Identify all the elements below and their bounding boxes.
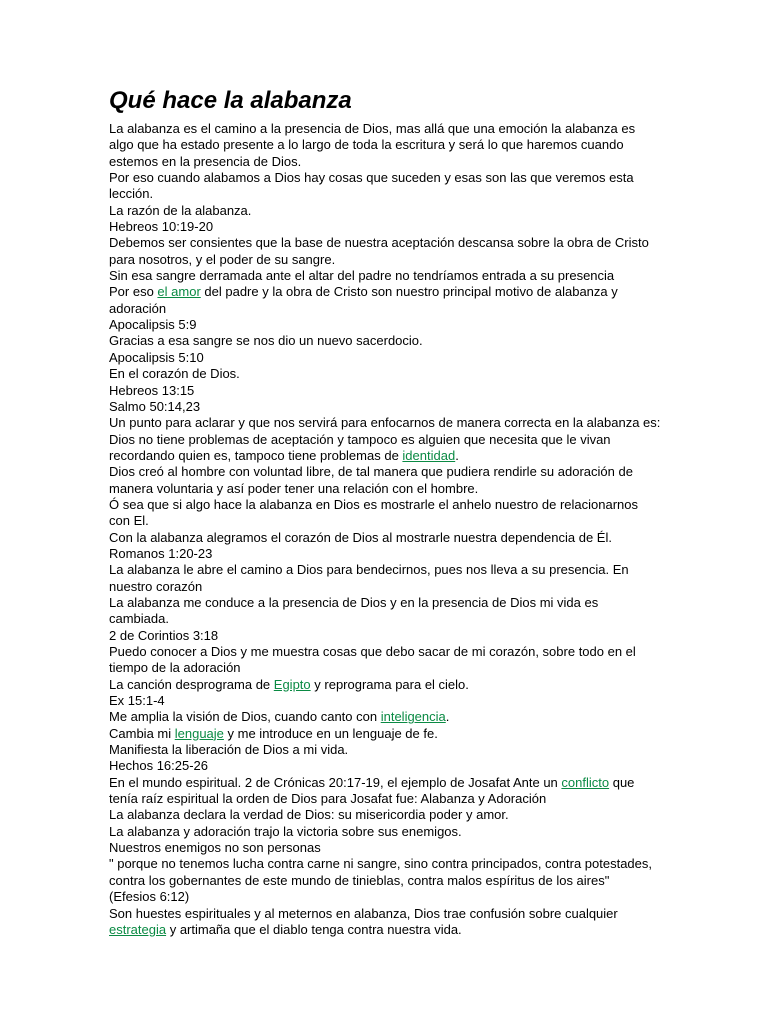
text-segment: y me introduce en un lenguaje de fe. <box>223 725 438 741</box>
text-line: para nosotros, y el poder de su sangre. <box>109 251 336 267</box>
text-line: Hebreos 13:15 <box>109 382 195 398</box>
text-line: manera voluntaria y así poder tener una relación con el hombre. <box>109 480 479 496</box>
text-line <box>109 677 669 693</box>
text-segment: En el mundo espiritual. 2 de Crónicas 20:17-19, el ejemplo de Josafat Ante un <box>109 774 562 790</box>
inline-link[interactable]: Egipto <box>273 676 311 692</box>
text-segment: . <box>445 709 450 725</box>
inline-link[interactable]: identidad <box>402 447 456 463</box>
text-line: lección. <box>109 186 154 202</box>
text-line <box>109 448 669 464</box>
text-line: Son huestes espirituales y al meternos en alabanza, Dios trae confusión sobre cualquier <box>109 905 618 921</box>
text-line: nuestro corazón <box>109 578 203 594</box>
text-line: La alabanza es el camino a la presencia de Dios, mas allá que una emoción la alabanza es <box>109 121 636 136</box>
text-segment: La canción desprograma de <box>109 676 274 692</box>
text-line: 2 de Corintios 3:18 <box>109 627 219 643</box>
text-line: Por eso cuando alabamos a Dios hay cosas que suceden y esas son las que veremos esta <box>109 170 634 186</box>
text-line: Romanos 1:20-23 <box>109 545 213 561</box>
text-line: Hechos 16:25-26 <box>109 758 209 774</box>
text-line: Hebreos 10:19-20 <box>109 219 214 235</box>
text-line: La alabanza declara la verdad de Dios: su misericordia poder y amor. <box>109 807 509 823</box>
text-line: estemos en la presencia de Dios. <box>109 153 302 169</box>
text-line: Un punto para aclarar y que nos servirá para enfocarnos de manera correcta en la alabanza es: <box>109 415 661 431</box>
text-line: Con la alabanza alegramos el corazón de Dios al mostrarle nuestra dependencia de Él. <box>109 529 612 545</box>
text-line: Nuestros enemigos no son personas <box>109 840 321 856</box>
text-line: La alabanza y adoración trajo la victoria sobre sus enemigos. <box>109 823 462 839</box>
text-line: Apocalipsis 5:10 <box>109 349 204 365</box>
text-segment: . <box>455 447 459 463</box>
text-segment: que <box>609 774 635 790</box>
text-line: Sin esa sangre derramada ante el altar del padre no tendríamos entrada a su presencia <box>109 268 615 284</box>
text-line: tenía raíz espiritual la orden de Dios para Josafat fue: Alabanza y Adoración <box>109 791 547 807</box>
text-line: cambiada. <box>109 611 169 627</box>
text-line: " porque no tenemos lucha contra carne ni sangre, sino contra principados, contra potestades, <box>109 856 652 872</box>
text-line: tiempo de la adoración <box>109 660 241 676</box>
page-title: Qué hace la alabanza <box>109 87 352 114</box>
text-line: La alabanza me conduce a la presencia de Dios y en la presencia de Dios mi vida es <box>109 594 599 610</box>
inline-link[interactable]: estrategia <box>109 921 167 937</box>
text-segment: Por eso <box>109 284 158 300</box>
text-line: En el corazón de Dios. <box>109 366 240 382</box>
inline-link[interactable]: el amor <box>157 284 201 300</box>
inline-link[interactable]: conflicto <box>561 774 610 790</box>
text-segment: del padre y la obra de Cristo son nuestro principal motivo de alabanza y <box>200 284 618 300</box>
text-line <box>109 775 669 791</box>
text-segment: recordando quien es, tampoco tiene problemas de <box>109 447 403 463</box>
text-line: con El. <box>109 513 149 529</box>
text-line: contra los gobernantes de este mundo de tinieblas, contra malos espíritus de los aires" <box>109 872 610 888</box>
text-line: Manifiesta la liberación de Dios a mi vida. <box>109 742 349 758</box>
text-segment: y artimaña que el diablo tenga contra nuestra vida. <box>166 921 462 937</box>
text-line <box>109 709 669 725</box>
text-line: Gracias a esa sangre se nos dio un nuevo sacerdocio. <box>109 333 423 349</box>
text-line: La alabanza le abre el camino a Dios para bendecirnos, pues nos lleva a su presencia. En <box>109 562 629 578</box>
text-line: La razón de la alabanza. <box>109 202 252 218</box>
text-line <box>109 284 669 300</box>
text-line: Debemos ser consientes que la base de nuestra aceptación descansa sobre la obra de Cristo <box>109 235 649 251</box>
text-line: (Efesios 6:12) <box>109 889 190 905</box>
text-line: Dios no tiene problemas de aceptación y tampoco es alguien que necesita que le vivan <box>109 431 611 447</box>
text-line: Salmo 50:14,23 <box>109 398 201 414</box>
inline-link[interactable]: lenguaje <box>174 725 224 741</box>
text-line: Ó sea que si algo hace la alabanza en Dios es mostrarle el anhelo nuestro de relacionarnos <box>109 496 638 512</box>
text-segment: Cambia mi <box>109 725 175 741</box>
text-line: Ex 15:1-4 <box>109 693 165 709</box>
text-line: algo que ha estado presente a lo largo de toda la escritura y será lo que haremos cuando <box>109 137 624 153</box>
text-segment: Me amplia la visión de Dios, cuando canto con <box>109 709 381 725</box>
text-line: Apocalipsis 5:9 <box>109 317 197 333</box>
text-line <box>109 922 669 938</box>
text-line: Dios creó al hombre con voluntad libre, de tal manera que pudiera rendirle su adoración de <box>109 464 633 480</box>
text-segment: y reprograma para el cielo. <box>310 676 469 692</box>
text-line: Puedo conocer a Dios y me muestra cosas que debo sacar de mi corazón, sobre todo en el <box>109 644 636 659</box>
text-line: adoración <box>109 300 167 316</box>
document-body <box>109 121 669 938</box>
inline-link[interactable]: inteligencia <box>380 709 446 725</box>
text-line <box>109 726 669 742</box>
